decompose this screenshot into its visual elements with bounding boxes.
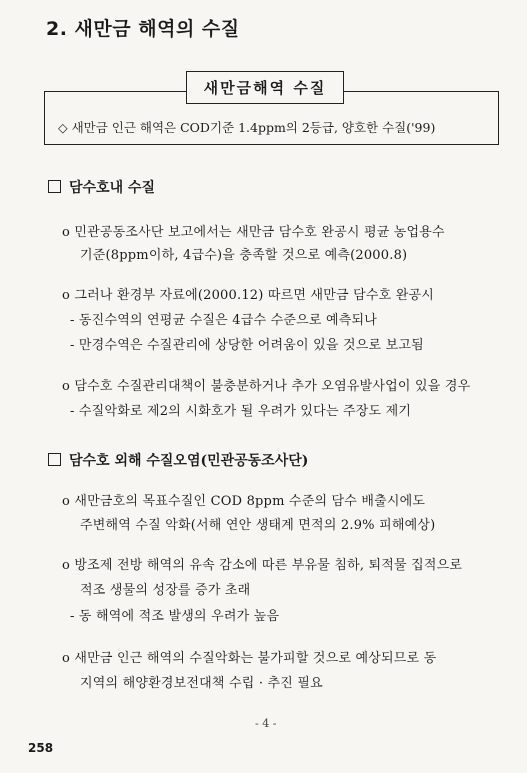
list-item: - 동 해역에 적조 발생의 우려가 높음 (70, 609, 280, 624)
page-heading: 2. 새만금 해역의 수질 (46, 18, 240, 40)
checkbox-square-icon (48, 453, 61, 466)
checkbox-square-icon (48, 180, 61, 193)
page-number: 258 (28, 741, 54, 755)
list-item: - 만경수역은 수질관리에 상당한 어려움이 있을 것으로 보고됨 (70, 338, 424, 353)
page-marker: - 4 - (255, 717, 277, 730)
section-title-outer-sea (48, 450, 308, 470)
list-item: - 동진수역의 연평균 수질은 4급수 수준으로 예측되나 (70, 313, 377, 328)
section-title-text: 담수호내 수질 (69, 180, 156, 196)
list-item: o 민관공동조사단 보고에서는 새만금 담수호 완공시 평균 농업용수 (62, 225, 445, 240)
list-item: o 새만금 인근 해역의 수질악화는 불가피할 것으로 예상되므로 동 (62, 651, 437, 666)
list-item: o 방조제 전방 해역의 유속 감소에 따른 부유물 침하, 퇴적물 집적으로 (62, 558, 463, 573)
summary-title: 새만금해역 수질 (186, 71, 344, 104)
list-item: o 담수호 수질관리대책이 불충분하거나 추가 오염유발사업이 있을 경우 (62, 379, 471, 394)
list-item: - 수질악화로 제2의 시화호가 될 우려가 있다는 주장도 제기 (70, 404, 412, 419)
list-item: o 그러나 환경부 자료에(2000.12) 따르면 새만금 담수호 완공시 (62, 288, 434, 303)
list-item: o 새만금호의 목표수질인 COD 8ppm 수준의 담수 배출시에도 (62, 494, 426, 509)
list-item: 지역의 해양환경보전대책 수립 · 추진 필요 (80, 676, 323, 691)
list-item: 적조 생물의 성장를 증가 초래 (80, 583, 251, 598)
list-item: 기준(8ppm이하, 4급수)을 충족할 것으로 예측(2000.8) (80, 248, 408, 263)
section-title-text: 담수호 외해 수질오염(민관공동조사단) (69, 453, 309, 469)
list-item: 주변해역 수질 악화(서해 연안 생태계 면적의 2.9% 피해예상) (80, 518, 436, 533)
summary-text: ◇ 새만금 인근 해역은 COD기준 1.4ppm의 2등급, 양호한 수질('99) (58, 120, 436, 135)
section-title-freshwater (48, 177, 155, 197)
